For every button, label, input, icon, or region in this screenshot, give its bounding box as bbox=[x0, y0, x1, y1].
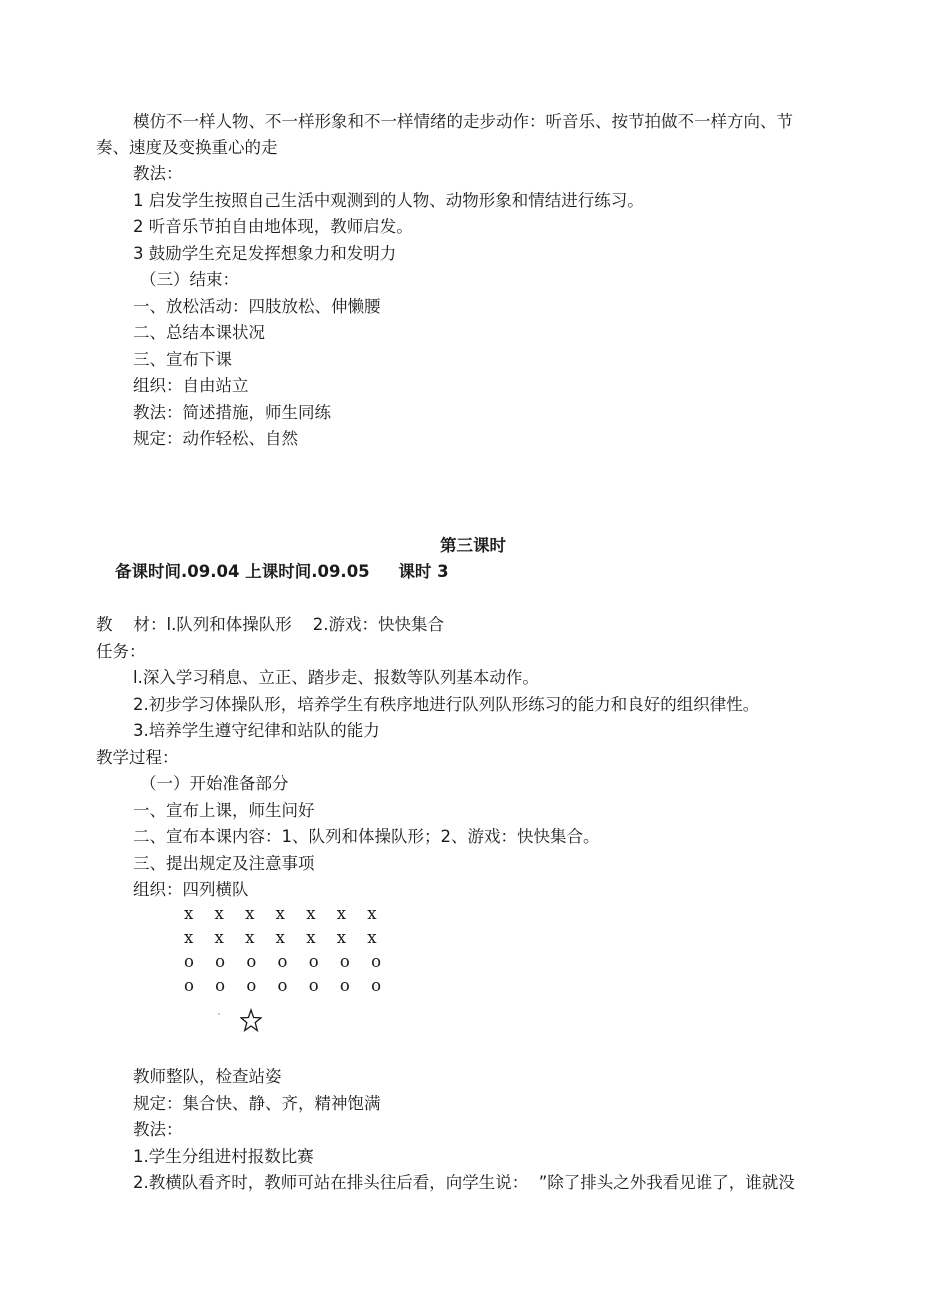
method-item: 3 鼓励学生充足发挥想象力和发明力 bbox=[133, 244, 397, 263]
material-line: 教 材：l.队列和体操队形 2.游戏：快快集合 bbox=[96, 615, 445, 634]
end-item: 一、放松活动：四肢放松、伸懒腰 bbox=[133, 297, 381, 316]
formation-row: x x x x x x x bbox=[184, 928, 385, 947]
lesson-meta: 备课时间.09.04 上课时间.09.05 课时 3 bbox=[115, 562, 449, 581]
end-item: 二、总结本课状况 bbox=[133, 323, 265, 342]
process-label: 教学过程： bbox=[96, 748, 179, 767]
task-item: 3.培养学生遵守纪律和站队的能力 bbox=[133, 721, 380, 740]
formation-row: x x x x x x x bbox=[184, 904, 385, 923]
walk-text-line2: 奏、速度及变换重心的走 bbox=[96, 138, 278, 157]
method-label: 教法： bbox=[133, 164, 183, 183]
end-item: 组织：自由站立 bbox=[133, 376, 249, 395]
method-item: 1 启发学生按照自己生活中观测到的人物、动物形象和情结进行练习。 bbox=[133, 191, 644, 210]
after-item: 教师整队，检查站姿 bbox=[133, 1067, 282, 1086]
part1-item: 一、宣布上课，师生问好 bbox=[133, 801, 315, 820]
after-item: 规定：集合快、静、齐，精神饱满 bbox=[133, 1094, 381, 1113]
formation-row: o o o o o o o bbox=[184, 952, 390, 971]
end-item: 规定：动作轻松、自然 bbox=[133, 429, 298, 448]
part1-item: 二、宣布本课内容：1、队列和体操队形；2、游戏：快快集合。 bbox=[133, 827, 600, 846]
teacher-star-icon bbox=[240, 1008, 262, 1038]
part1-item: 三、提出规定及注意事项 bbox=[133, 854, 315, 873]
lesson-title: 第三课时 bbox=[440, 536, 506, 555]
end-item: 教法：简述措施，师生同练 bbox=[133, 403, 331, 422]
formation-row: o o o o o o o bbox=[184, 976, 390, 995]
after-item: 教法： bbox=[133, 1120, 183, 1139]
task-item: 2.初步学习体操队形，培养学生有秩序地进行队列队形练习的能力和良好的组织律性。 bbox=[133, 695, 760, 714]
walk-text-line1: 模仿不一样人物、不一样形象和不一样情绪的走步动作：听音乐、按节拍做不一样方向、节 bbox=[133, 112, 793, 131]
method-item: 2 听音乐节拍自由地体现，教师启发。 bbox=[133, 217, 413, 236]
part1-title: （一）开始准备部分 bbox=[140, 774, 289, 793]
end-section-title: （三）结束： bbox=[140, 270, 239, 289]
part1-item: 组织：四列横队 bbox=[133, 880, 249, 899]
end-item: 三、宣布下课 bbox=[133, 350, 232, 369]
after-item: 1.学生分组进村报数比赛 bbox=[133, 1147, 314, 1166]
task-label: 任务： bbox=[96, 642, 146, 661]
task-item: l.深入学习稍息、立正、踏步走、报数等队列基本动作。 bbox=[133, 668, 539, 687]
after-item: 2.教横队看齐时，教师可站在排头往后看，向学生说： ”除了排头之外我看见谁了，谁就没 bbox=[133, 1173, 795, 1192]
stray-dot bbox=[218, 1013, 220, 1015]
